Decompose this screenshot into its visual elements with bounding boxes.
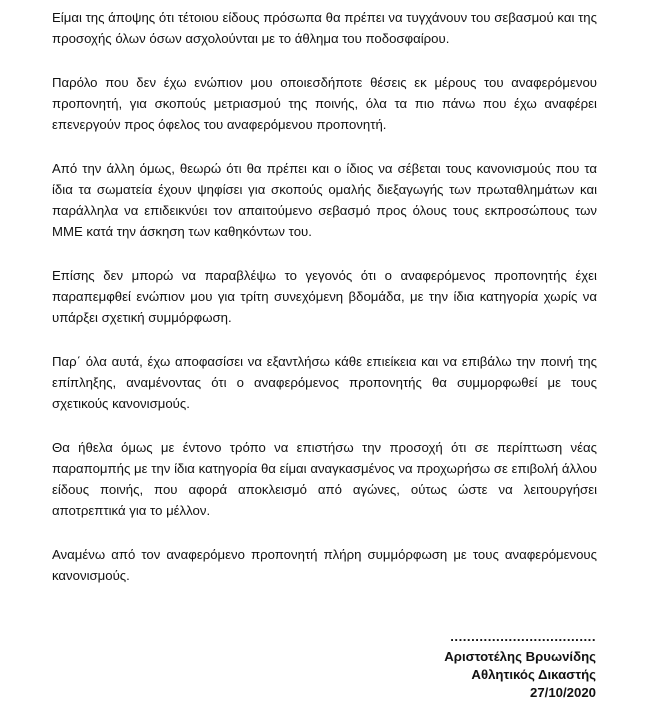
signature-block	[444, 630, 596, 702]
paragraph-third-referral: Επίσης δεν μπορώ να παραβλέψω το γεγονός ότι ο αναφερόμενος προπονητής έχει παραπεμφθεί ενώπιον μου για τρίτη συνεχόμενη βδομάδα, με την ίδια κατηγορία χωρίς να υπάρξει σχετική συμμόρφωση.	[52, 268, 597, 325]
paragraph-respect: Είμαι της άποψης ότι τέτοιου είδους πρόσωπα θα πρέπει να τυγχάνουν του σεβασμού και της προσοχής όλων όσων ασχολούνται με το άθλημα του ποδοσφαίρου.	[52, 10, 597, 46]
signature-name: Αριστοτέλης Βρυωνίδης	[444, 649, 596, 664]
signature-line: ...................................	[450, 629, 596, 644]
paragraph-mitigation: Παρόλο που δεν έχω ενώπιον μου οποιεσδήποτε θέσεις εκ μέρους του αναφερόμενου προπονητή, για σκοπούς μετριασμού της ποινής, όλα τα πιο πάνω που έχω αναφέρει επενεργούν προς όφελος του αναφερόμενου προπονητή.	[52, 75, 597, 132]
paragraph-compliance: Αναμένω από τον αναφερόμενο προπονητή πλήρη συμμόρφωση με τους αναφερόμενους κανονισμούς.	[52, 547, 597, 583]
paragraph-regulations: Από την άλλη όμως, θεωρώ ότι θα πρέπει και ο ίδιος να σέβεται τους κανονισμούς που τα ίδια τα σωματεία έχουν ψηφίσει για σκοπούς ομαλής διεξαγωγής των πρωταθλημάτων και παράλληλα να επιδεικνύει τον απαιτούμενο σεβασμό προς όλους τους εκπροσώπους των ΜΜΕ κατά την άσκηση των καθηκόντων του.	[52, 161, 597, 239]
signature-title: Αθλητικός Δικαστής	[471, 667, 596, 682]
document-body	[52, 7, 597, 609]
paragraph-warning: Θα ήθελα όμως με έντονο τρόπο να επιστήσω την προσοχή ότι σε περίπτωση νέας παραπομπής με την ίδια κατηγορία θα είμαι αναγκασμένος να προχωρήσω σε επιβολή άλλου είδους ποινής, που αφορά αποκλεισμό από αγώνες, ούτως ώστε να λειτουργήσει αποτρεπτικά για το μέλλον.	[52, 440, 597, 518]
paragraph-penalty: Παρ΄ όλα αυτά, έχω αποφασίσει να εξαντλήσω κάθε επιείκεια και να επιβάλω την ποινή της επίπληξης, αναμένοντας ότι ο αναφερόμενος προπονητής θα συμμορφωθεί με τους σχετικούς κανονισμούς.	[52, 354, 597, 411]
signature-date: 27/10/2020	[529, 685, 596, 700]
